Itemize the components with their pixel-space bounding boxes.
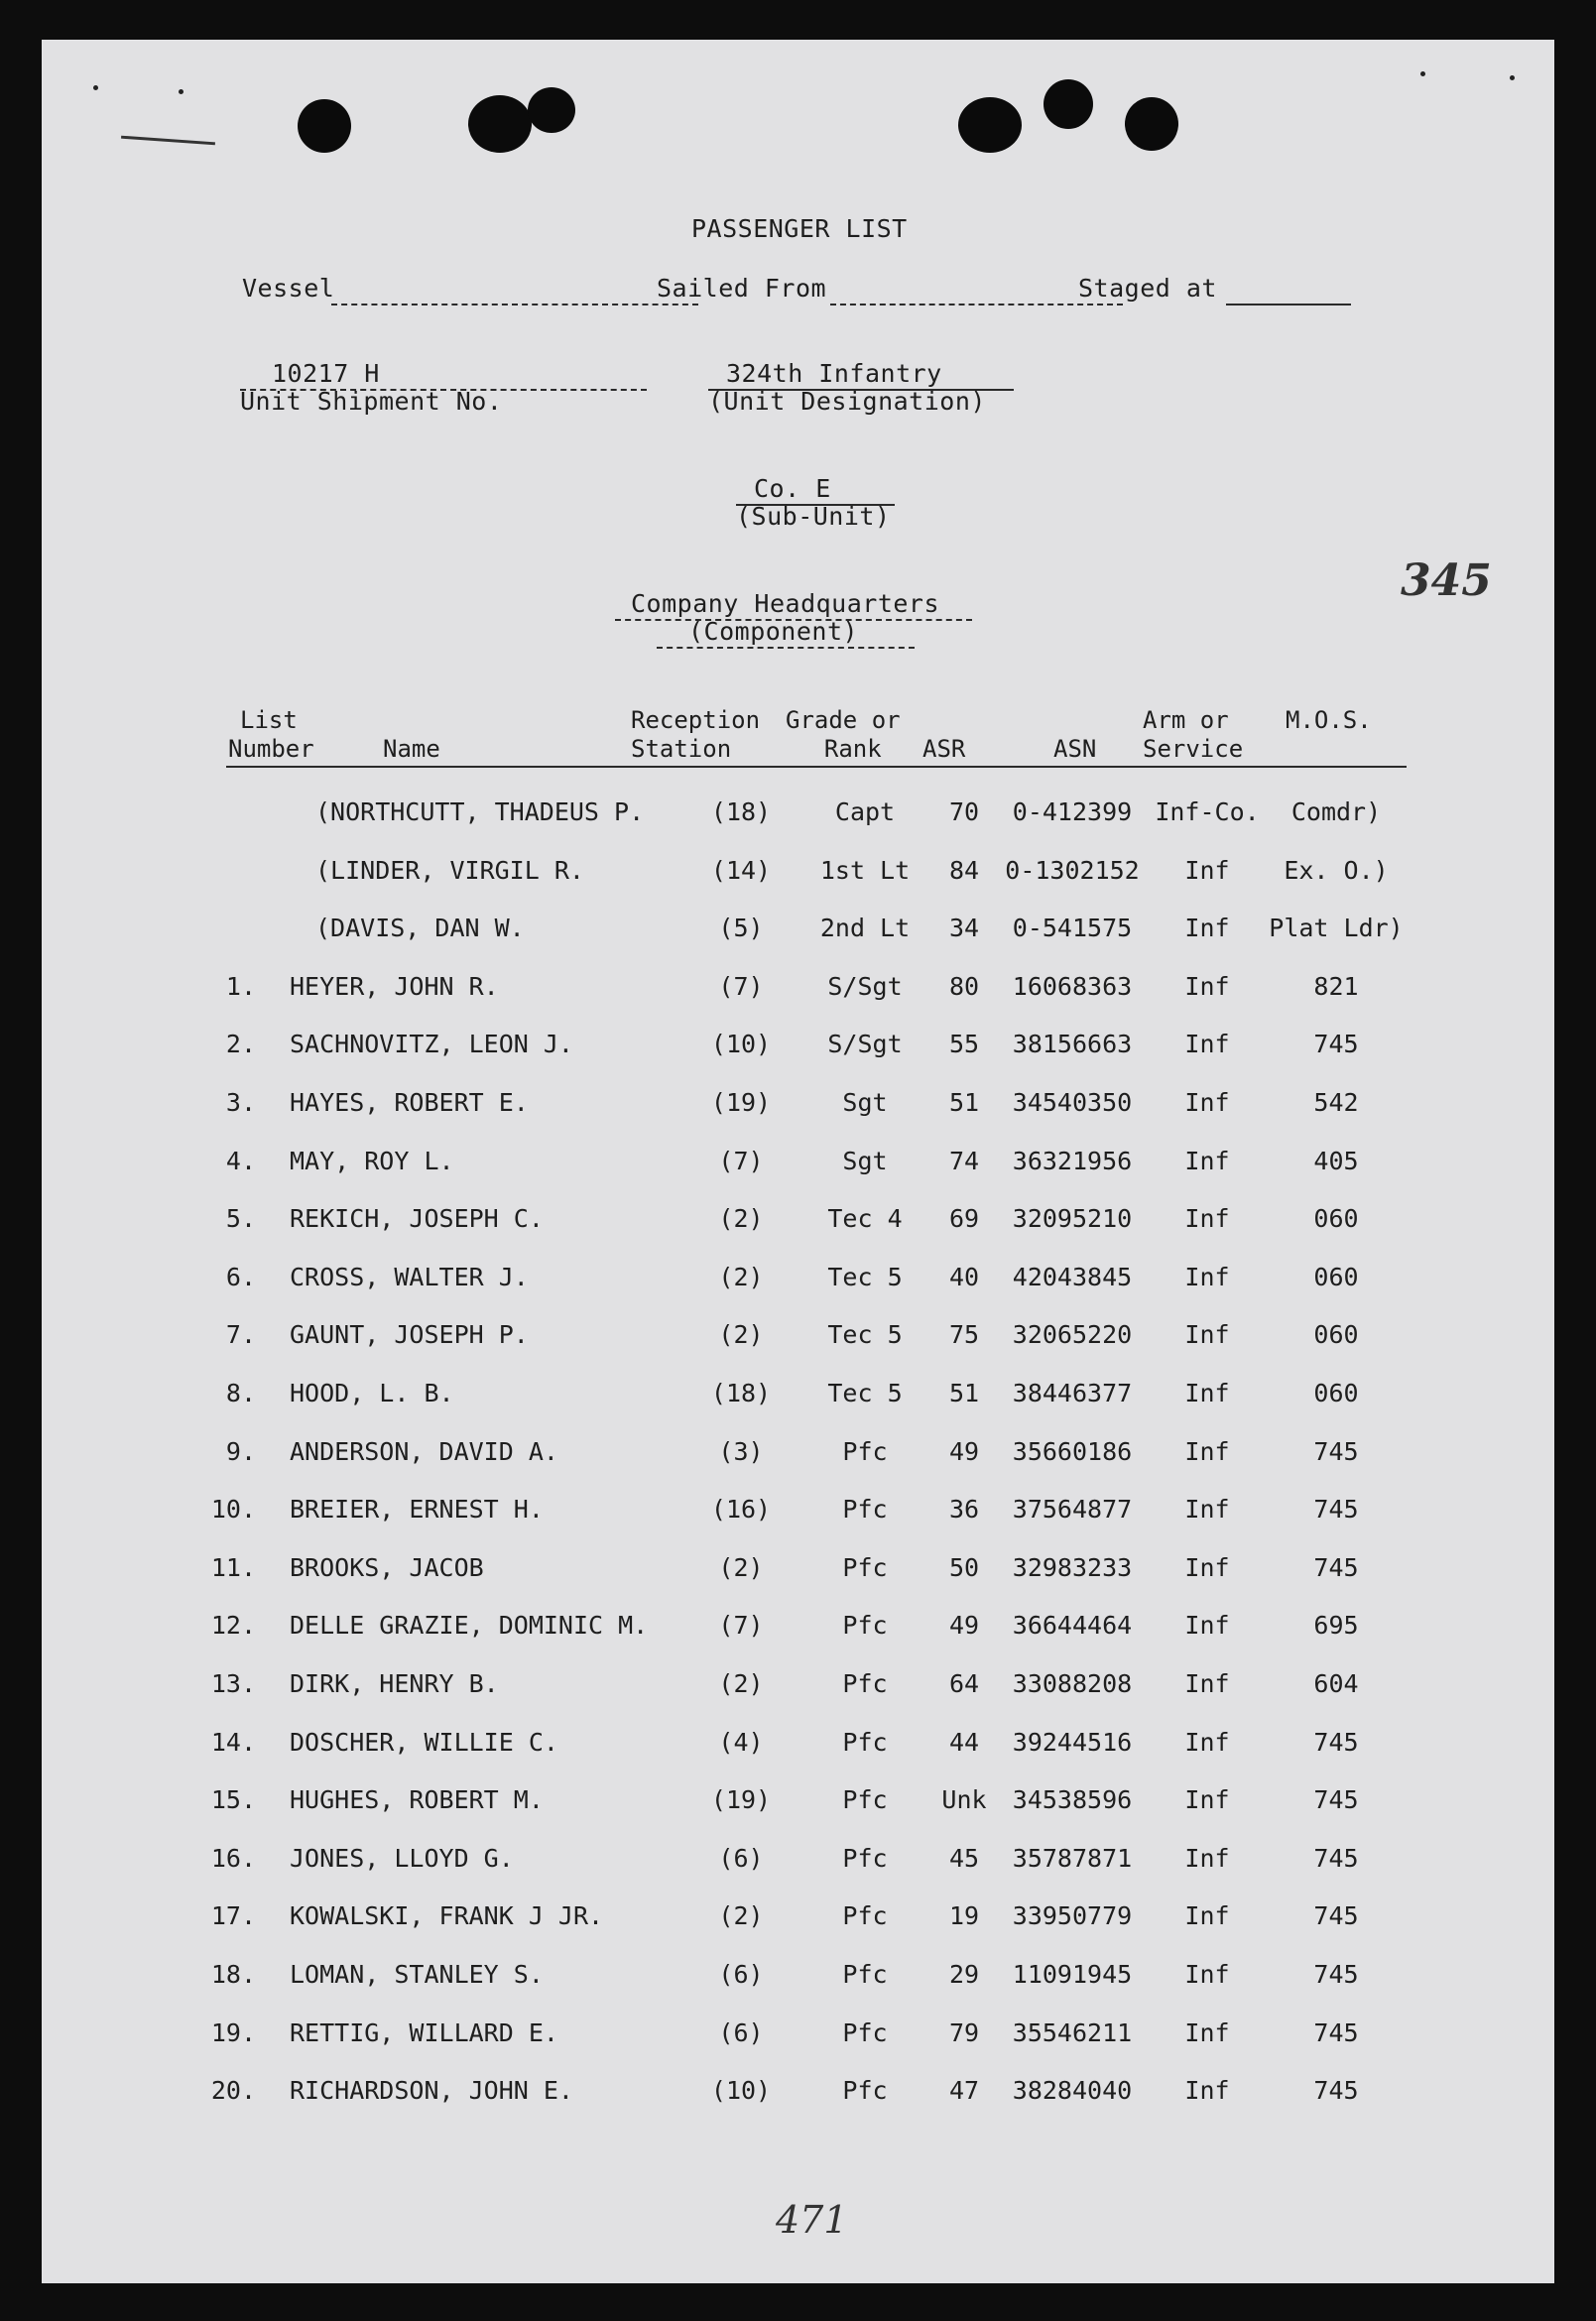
table-row [42,1844,1554,1884]
name-cell: RICHARDSON, JOHN E. [290,2076,573,2105]
grade-cell: Pfc [842,1844,888,1873]
table-row [42,972,1554,1012]
mos-cell: 745 [1313,1728,1359,1757]
arm-service-cell: Inf [1184,2018,1230,2047]
mos-cell: 695 [1313,1611,1359,1640]
arm-service-cell: Inf [1184,1901,1230,1930]
table-row [42,1495,1554,1534]
asr-cell: 74 [948,1147,980,1175]
asr-cell: 80 [948,972,980,1001]
asr-cell: 44 [948,1728,980,1757]
header-rule [226,766,1407,768]
col-header-list-number: List Number [228,706,314,763]
asn-cell: 32983233 [1012,1553,1133,1582]
reception-station-cell: (10) [710,1030,772,1058]
grade-cell: Pfc [842,1495,888,1524]
table-row [42,1320,1554,1360]
arm-service-cell: Inf [1184,1379,1230,1407]
name-cell: HEYER, JOHN R. [290,972,499,1001]
asr-cell: Unk [941,1785,987,1814]
reception-station-cell: (19) [710,1088,772,1117]
name-cell: (DAVIS, DAN W. [315,914,525,942]
grade-cell: 2nd Lt [819,914,911,942]
asn-cell: 34540350 [1012,1088,1133,1117]
asn-cell: 37564877 [1012,1495,1133,1524]
arm-service-cell: Inf [1184,1669,1230,1698]
reception-station-cell: (16) [710,1495,772,1524]
asr-cell: 55 [948,1030,980,1058]
mos-cell: 060 [1313,1263,1359,1291]
reception-station-cell: (2) [718,1901,764,1930]
list-number-cell: 15. [210,1785,256,1814]
reception-station-cell: (5) [718,914,764,942]
reception-station-cell: (2) [718,1669,764,1698]
table-row [42,1088,1554,1128]
name-cell: HAYES, ROBERT E. [290,1088,529,1117]
name-cell: BREIER, ERNEST H. [290,1495,544,1524]
asn-cell: 16068363 [1012,972,1133,1001]
reception-station-cell: (18) [710,1379,772,1407]
mos-cell: 745 [1313,1030,1359,1058]
col-header-reception-station: Reception Station [631,706,761,763]
table-row [42,1204,1554,1244]
reception-station-cell: (2) [718,1320,764,1349]
grade-cell: Pfc [842,1669,888,1698]
table-row [42,1263,1554,1302]
grade-cell: Pfc [842,1611,888,1640]
arm-service-cell: Inf [1184,1553,1230,1582]
asr-cell: 45 [948,1844,980,1873]
list-number-cell: 12. [210,1611,256,1640]
arm-service-cell: Inf [1184,914,1230,942]
name-cell: KOWALSKI, FRANK J JR. [290,1901,604,1930]
list-number-cell: 19. [210,2018,256,2047]
document-page [42,40,1554,2283]
speck [179,89,184,94]
asn-cell: 34538596 [1012,1785,1133,1814]
list-number-cell: 10. [210,1495,256,1524]
punch-hole [528,87,575,133]
name-cell: MAY, ROY L. [290,1147,454,1175]
mos-cell: 542 [1313,1088,1359,1117]
asn-cell: 42043845 [1012,1263,1133,1291]
arm-service-cell: Inf [1184,1204,1230,1233]
asr-cell: 47 [948,2076,980,2105]
pen-mark [121,136,215,146]
table-row [42,1030,1554,1069]
asn-cell: 33950779 [1012,1901,1133,1930]
reception-station-cell: (6) [718,2018,764,2047]
asn-cell: 35660186 [1012,1437,1133,1466]
reception-station-cell: (2) [718,1553,764,1582]
arm-service-cell: Inf [1184,1960,1230,1989]
asn-cell: 11091945 [1012,1960,1133,1989]
mos-cell: 060 [1313,1379,1359,1407]
mos-cell: 821 [1313,972,1359,1001]
asn-cell: 38446377 [1012,1379,1133,1407]
grade-cell: Pfc [842,1960,888,1989]
asr-cell: 51 [948,1088,980,1117]
grade-cell: Pfc [842,1437,888,1466]
name-cell: DIRK, HENRY B. [290,1669,499,1698]
arm-service-cell: Inf [1184,856,1230,885]
asn-cell: 38156663 [1012,1030,1133,1058]
punch-hole [958,97,1022,153]
list-number-cell: 11. [210,1553,256,1582]
asr-cell: 36 [948,1495,980,1524]
mos-cell: 604 [1313,1669,1359,1698]
arm-service-cell: Inf [1184,1147,1230,1175]
vessel-line [331,304,698,305]
name-cell: ANDERSON, DAVID A. [290,1437,558,1466]
name-cell: SACHNOVITZ, LEON J. [290,1030,573,1058]
col-header-name: Name [383,735,440,763]
table-row [42,914,1554,953]
list-number-cell: 9. [225,1437,256,1466]
staged-at-line [1226,304,1351,305]
reception-station-cell: (7) [718,972,764,1001]
table-row [42,1611,1554,1650]
mos-cell: 745 [1313,1844,1359,1873]
reception-station-cell: (7) [718,1611,764,1640]
punch-hole [1044,79,1093,129]
list-number-cell: 3. [225,1088,256,1117]
grade-cell: Pfc [842,2076,888,2105]
name-cell: DOSCHER, WILLIE C. [290,1728,558,1757]
arm-service-cell: Inf [1184,1263,1230,1291]
asr-cell: 50 [948,1553,980,1582]
table-row [42,797,1554,837]
list-number-cell: 4. [225,1147,256,1175]
punch-hole [1125,97,1178,151]
asr-cell: 70 [948,797,980,826]
unit-shipment-no: 10217 H [272,359,380,388]
vessel-label: Vessel [242,274,335,303]
asr-cell: 29 [948,1960,980,1989]
name-cell: RETTIG, WILLARD E. [290,2018,558,2047]
list-number-cell: 20. [210,2076,256,2105]
page-title: PASSENGER LIST [691,214,908,243]
grade-cell: Tec 4 [827,1204,903,1233]
table-row [42,2076,1554,2116]
asr-cell: 49 [948,1611,980,1640]
asn-cell: 32065220 [1012,1320,1133,1349]
mos-cell: 405 [1313,1147,1359,1175]
grade-cell: Tec 5 [827,1379,903,1407]
name-cell: DELLE GRAZIE, DOMINIC M. [290,1611,649,1640]
asr-cell: 49 [948,1437,980,1466]
arm-service-cell: Inf-Co. [1155,797,1260,826]
table-row [42,1147,1554,1186]
asn-cell: 0-412399 [1012,797,1133,826]
asn-cell: 38284040 [1012,2076,1133,2105]
list-number-cell: 6. [225,1263,256,1291]
arm-service-cell: Inf [1184,1611,1230,1640]
list-number-cell: 14. [210,1728,256,1757]
name-cell: JONES, LLOYD G. [290,1844,514,1873]
asn-cell: 35546211 [1012,2018,1133,2047]
component-label: (Component) [688,617,859,646]
col-header-grade-rank: Grade or Rank [786,706,901,763]
unit-designation-label: (Unit Designation) [708,387,986,416]
grade-cell: S/Sgt [827,972,903,1001]
mos-cell: 745 [1313,1495,1359,1524]
asn-cell: 39244516 [1012,1728,1133,1757]
arm-service-cell: Inf [1184,1320,1230,1349]
table-row [42,1785,1554,1825]
reception-station-cell: (10) [710,2076,772,2105]
name-cell: (NORTHCUTT, THADEUS P. [315,797,645,826]
sub-unit: Co. E [754,474,831,503]
asr-cell: 75 [948,1320,980,1349]
mos-cell: 060 [1313,1320,1359,1349]
grade-cell: Sgt [842,1088,888,1117]
name-cell: LOMAN, STANLEY S. [290,1960,544,1989]
component-underline [657,647,915,649]
reception-station-cell: (6) [718,1844,764,1873]
asn-cell: 32095210 [1012,1204,1133,1233]
reception-station-cell: (4) [718,1728,764,1757]
mos-cell: Ex. O.) [1284,856,1389,885]
table-row [42,1379,1554,1418]
list-number-cell: 2. [225,1030,256,1058]
grade-cell: Tec 5 [827,1263,903,1291]
table-row [42,1553,1554,1593]
reception-station-cell: (3) [718,1437,764,1466]
speck [1420,71,1425,76]
col-header-asn: ASN [1053,735,1097,763]
table-row [42,1728,1554,1768]
unit-shipment-label: Unit Shipment No. [240,387,503,416]
mos-cell: 745 [1313,2018,1359,2047]
asr-cell: 64 [948,1669,980,1698]
arm-service-cell: Inf [1184,1495,1230,1524]
name-cell: HOOD, L. B. [290,1379,454,1407]
grade-cell: Pfc [842,2018,888,2047]
grade-cell: Pfc [842,1901,888,1930]
speck [1510,75,1515,80]
mos-cell: 060 [1313,1204,1359,1233]
grade-cell: Pfc [842,1785,888,1814]
name-cell: HUGHES, ROBERT M. [290,1785,544,1814]
arm-service-cell: Inf [1184,1728,1230,1757]
grade-cell: Pfc [842,1728,888,1757]
grade-cell: Tec 5 [827,1320,903,1349]
list-number-cell: 13. [210,1669,256,1698]
sub-unit-label: (Sub-Unit) [736,502,891,531]
table-row [42,1437,1554,1477]
punch-hole [298,99,351,153]
asn-cell: 35787871 [1012,1844,1133,1873]
mos-cell: 745 [1313,1553,1359,1582]
asn-cell: 33088208 [1012,1669,1133,1698]
arm-service-cell: Inf [1184,972,1230,1001]
asr-cell: 40 [948,1263,980,1291]
punch-hole [468,95,532,153]
mos-cell: Comdr) [1290,797,1382,826]
reception-station-cell: (2) [718,1204,764,1233]
name-cell: (LINDER, VIRGIL R. [315,856,584,885]
bottom-page-number: 471 [776,2198,848,2242]
asr-cell: 79 [948,2018,980,2047]
arm-service-cell: Inf [1184,1785,1230,1814]
speck [93,85,98,90]
grade-cell: Pfc [842,1553,888,1582]
col-header-mos: M.O.S. [1286,706,1372,734]
list-number-cell: 1. [225,972,256,1001]
reception-station-cell: (19) [710,1785,772,1814]
asr-cell: 19 [948,1901,980,1930]
mos-cell: 745 [1313,1785,1359,1814]
name-cell: REKICH, JOSEPH C. [290,1204,544,1233]
list-number-cell: 5. [225,1204,256,1233]
reception-station-cell: (2) [718,1263,764,1291]
grade-cell: 1st Lt [819,856,911,885]
sailed-from-line [830,304,1123,305]
name-cell: CROSS, WALTER J. [290,1263,529,1291]
sailed-from-label: Sailed From [657,274,827,303]
mos-cell: 745 [1313,2076,1359,2105]
unit-designation: 324th Infantry [726,359,942,388]
table-row [42,856,1554,896]
col-header-arm-service: Arm or Service [1143,706,1244,763]
component: Company Headquarters [631,589,940,618]
margin-page-number: 345 [1401,555,1492,606]
asn-cell: 0-541575 [1012,914,1133,942]
arm-service-cell: Inf [1184,2076,1230,2105]
table-row [42,1960,1554,2000]
reception-station-cell: (7) [718,1147,764,1175]
name-cell: BROOKS, JACOB [290,1553,484,1582]
asn-cell: 36321956 [1012,1147,1133,1175]
list-number-cell: 8. [225,1379,256,1407]
asn-cell: 0-1302152 [1005,856,1140,885]
list-number-cell: 16. [210,1844,256,1873]
reception-station-cell: (14) [710,856,772,885]
table-row [42,1669,1554,1709]
table-row [42,1901,1554,1941]
col-header-asr: ASR [922,735,966,763]
arm-service-cell: Inf [1184,1030,1230,1058]
grade-cell: Capt [834,797,896,826]
asr-cell: 34 [948,914,980,942]
mos-cell: 745 [1313,1901,1359,1930]
staged-at-label: Staged at [1078,274,1217,303]
asn-cell: 36644464 [1012,1611,1133,1640]
table-row [42,2018,1554,2058]
asr-cell: 51 [948,1379,980,1407]
asr-cell: 84 [948,856,980,885]
mos-cell: 745 [1313,1437,1359,1466]
name-cell: GAUNT, JOSEPH P. [290,1320,529,1349]
grade-cell: Sgt [842,1147,888,1175]
list-number-cell: 18. [210,1960,256,1989]
mos-cell: Plat Ldr) [1269,914,1404,942]
list-number-cell: 17. [210,1901,256,1930]
asr-cell: 69 [948,1204,980,1233]
arm-service-cell: Inf [1184,1088,1230,1117]
arm-service-cell: Inf [1184,1844,1230,1873]
arm-service-cell: Inf [1184,1437,1230,1466]
list-number-cell: 7. [225,1320,256,1349]
reception-station-cell: (18) [710,797,772,826]
grade-cell: S/Sgt [827,1030,903,1058]
mos-cell: 745 [1313,1960,1359,1989]
reception-station-cell: (6) [718,1960,764,1989]
